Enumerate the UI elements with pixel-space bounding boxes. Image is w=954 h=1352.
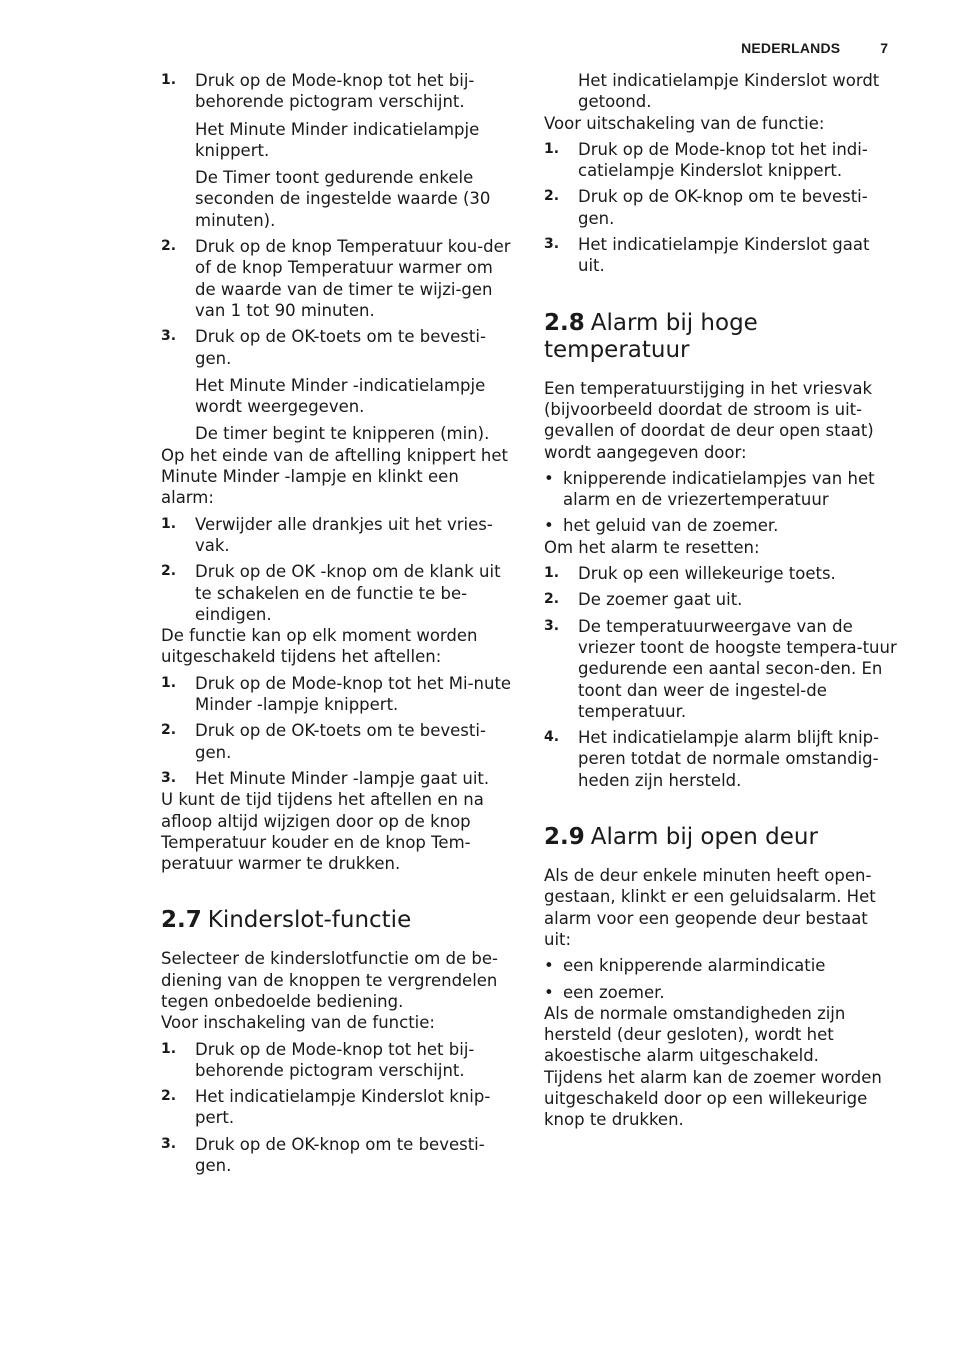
paragraph: De functie kan op elk moment worden uitgeschakeld tijdens het aftellen: xyxy=(161,626,478,667)
section-title: Kinderslot-functie xyxy=(207,907,412,934)
list-number: 1. xyxy=(161,515,177,532)
paragraph: Voor uitschakeling van de functie: xyxy=(544,113,825,133)
section-heading xyxy=(544,310,898,364)
list-item xyxy=(161,768,513,789)
bullet-icon: • xyxy=(544,982,554,1002)
bullet-item xyxy=(544,982,898,1003)
section-title: Alarm bij hoge temperatuur xyxy=(544,309,758,363)
list-item xyxy=(161,326,513,369)
left-column xyxy=(161,70,513,1176)
list-text: Het indicatielampje Kinderslot knip-pert. xyxy=(195,1087,491,1128)
list-item xyxy=(161,1039,513,1082)
bullet-icon: • xyxy=(544,516,554,536)
page-number: 7 xyxy=(880,40,888,56)
list-number: 4. xyxy=(544,729,560,746)
sub-paragraph: Het Minute Minder -indicatielampje wordt weergegeven. xyxy=(195,375,486,417)
list-item xyxy=(161,1086,513,1129)
bullet-text: een knipperende alarmindicatie xyxy=(563,956,826,976)
list-text: Druk op de Mode-knop tot het indi-catielampje Kinderslot knippert. xyxy=(578,139,868,181)
section-number: 2.8 xyxy=(544,309,585,336)
list-item xyxy=(544,616,898,722)
bullet-icon: • xyxy=(544,468,554,488)
list-number: 2. xyxy=(161,563,177,580)
list-text: Druk op de Mode-knop tot het bij-behorende pictogram verschijnt. xyxy=(195,1039,475,1080)
paragraph: U kunt de tijd tijdens het aftellen en na afloop altijd wijzigen door op de knop Temperatuur kouder en de knop Tem-peratuur warmer te drukken. xyxy=(161,790,484,874)
list-text: Druk op de OK-knop om te bevesti-gen. xyxy=(578,187,868,228)
list-text: Druk op de OK-toets om te bevesti-gen. xyxy=(195,721,486,762)
bullet-item xyxy=(544,515,898,536)
list-number: 1. xyxy=(544,140,560,157)
paragraph: Selecteer de kinderslotfunctie om de be-diening van de knoppen te vergrendelen tegen onbedoelde bediening. xyxy=(161,949,498,1011)
list-text: Het indicatielampje alarm blijft knip-peren totdat de normale omstandig-heden zijn hersteld. xyxy=(578,728,880,790)
list-text: Druk op de OK -knop om de klank uit te schakelen en de functie te be-eindigen. xyxy=(195,562,501,624)
list-item xyxy=(161,1134,513,1177)
list-number: 2. xyxy=(161,1088,177,1105)
paragraph: Tijdens het alarm kan de zoemer worden uitgeschakeld door op een willekeurige knop te drukken. xyxy=(544,1067,882,1130)
section-heading xyxy=(544,824,898,851)
bullet-item xyxy=(544,468,898,511)
paragraph: Als de deur enkele minuten heeft open-gestaan, klinkt er een geluidsalarm. Het alarm voor een geopende deur bestaat uit: xyxy=(544,866,876,949)
list-item xyxy=(161,561,513,625)
list-number: 3. xyxy=(544,617,560,634)
list-text: Druk op de Mode-knop tot het bij-behorende pictogram verschijnt. xyxy=(195,71,475,112)
list-text: De temperatuurweergave van de vriezer toont de hoogste tempera-tuur gedurende een aantal secon-den. En toont dan weer de ingestel-de temperatuur. xyxy=(578,616,897,721)
list-item xyxy=(161,236,513,321)
list-item xyxy=(161,673,513,716)
paragraph: Als de normale omstandigheden zijn hersteld (deur gesloten), wordt het akoestische alarm uitgeschakeld. xyxy=(544,1003,846,1066)
sub-paragraph: Het indicatielampje Kinderslot wordt getoond. xyxy=(578,71,880,112)
section-number: 2.9 xyxy=(544,824,585,851)
bullet-item xyxy=(544,955,898,976)
list-text: Het indicatielampje Kinderslot gaat uit. xyxy=(578,235,870,276)
paragraph: Op het einde van de aftelling knippert het Minute Minder -lampje en klinkt een alarm: xyxy=(161,445,508,508)
list-number: 2. xyxy=(544,591,560,608)
list-number: 3. xyxy=(161,328,177,345)
sub-paragraph: De timer begint te knipperen (min). xyxy=(195,424,490,444)
list-item xyxy=(544,563,898,584)
list-number: 2. xyxy=(161,722,177,739)
list-text: Druk op een willekeurige toets. xyxy=(578,564,836,584)
section-number: 2.7 xyxy=(161,907,202,934)
bullet-text: het geluid van de zoemer. xyxy=(563,516,779,536)
page-header xyxy=(741,38,888,58)
list-number: 1. xyxy=(544,565,560,582)
list-number: 1. xyxy=(161,72,177,88)
language-label: NEDERLANDS xyxy=(741,40,841,56)
bullet-text: knipperende indicatielampjes van het alarm en de vriezertemperatuur xyxy=(563,468,875,510)
list-item xyxy=(161,514,513,557)
list-item xyxy=(161,720,513,763)
paragraph: Om het alarm te resetten: xyxy=(544,537,760,557)
list-number: 2. xyxy=(544,188,560,205)
sub-paragraph: Het Minute Minder indicatielampje knippert. xyxy=(195,119,480,160)
list-number: 2. xyxy=(161,238,177,255)
list-number: 3. xyxy=(161,769,177,786)
list-text: Druk op de OK-knop om te bevesti-gen. xyxy=(195,1134,485,1176)
list-text: Het Minute Minder -lampje gaat uit. xyxy=(195,768,490,788)
list-text: Druk op de Mode-knop tot het Mi-nute Minder -lampje knippert. xyxy=(195,673,512,715)
list-text: De zoemer gaat uit. xyxy=(578,590,743,610)
list-item xyxy=(544,589,898,610)
bullet-icon: • xyxy=(544,956,554,976)
right-column xyxy=(544,70,898,1131)
list-number: 1. xyxy=(161,1040,177,1057)
sub-paragraph: De Timer toont gedurende enkele seconden de ingestelde waarde (30 minuten). xyxy=(195,168,491,230)
paragraph: Een temperatuurstijging in het vriesvak (bijvoorbeeld doordat de stroom is uit-gevallen of doordat de deur open staat) wordt aangegeven door: xyxy=(544,378,874,462)
paragraph: Voor inschakeling van de functie: xyxy=(161,1013,435,1033)
section-heading xyxy=(161,907,513,934)
list-number: 3. xyxy=(544,236,560,253)
bullet-text: een zoemer. xyxy=(563,982,665,1002)
list-item xyxy=(544,727,898,791)
list-text: Druk op de OK-toets om te bevesti-gen. xyxy=(195,327,486,368)
list-number: 1. xyxy=(161,674,177,691)
list-item xyxy=(161,70,513,113)
section-title: Alarm bij open deur xyxy=(590,824,818,851)
list-item xyxy=(544,234,898,277)
list-text: Druk op de knop Temperatuur kou-der of de knop Temperatuur warmer om de waarde van de timer te wijzi-gen van 1 tot 90 minuten. xyxy=(195,237,511,320)
list-text: Verwijder alle drankjes uit het vries-vak. xyxy=(195,514,493,555)
list-item xyxy=(544,186,898,229)
list-item xyxy=(544,139,898,182)
list-number: 3. xyxy=(161,1135,177,1152)
